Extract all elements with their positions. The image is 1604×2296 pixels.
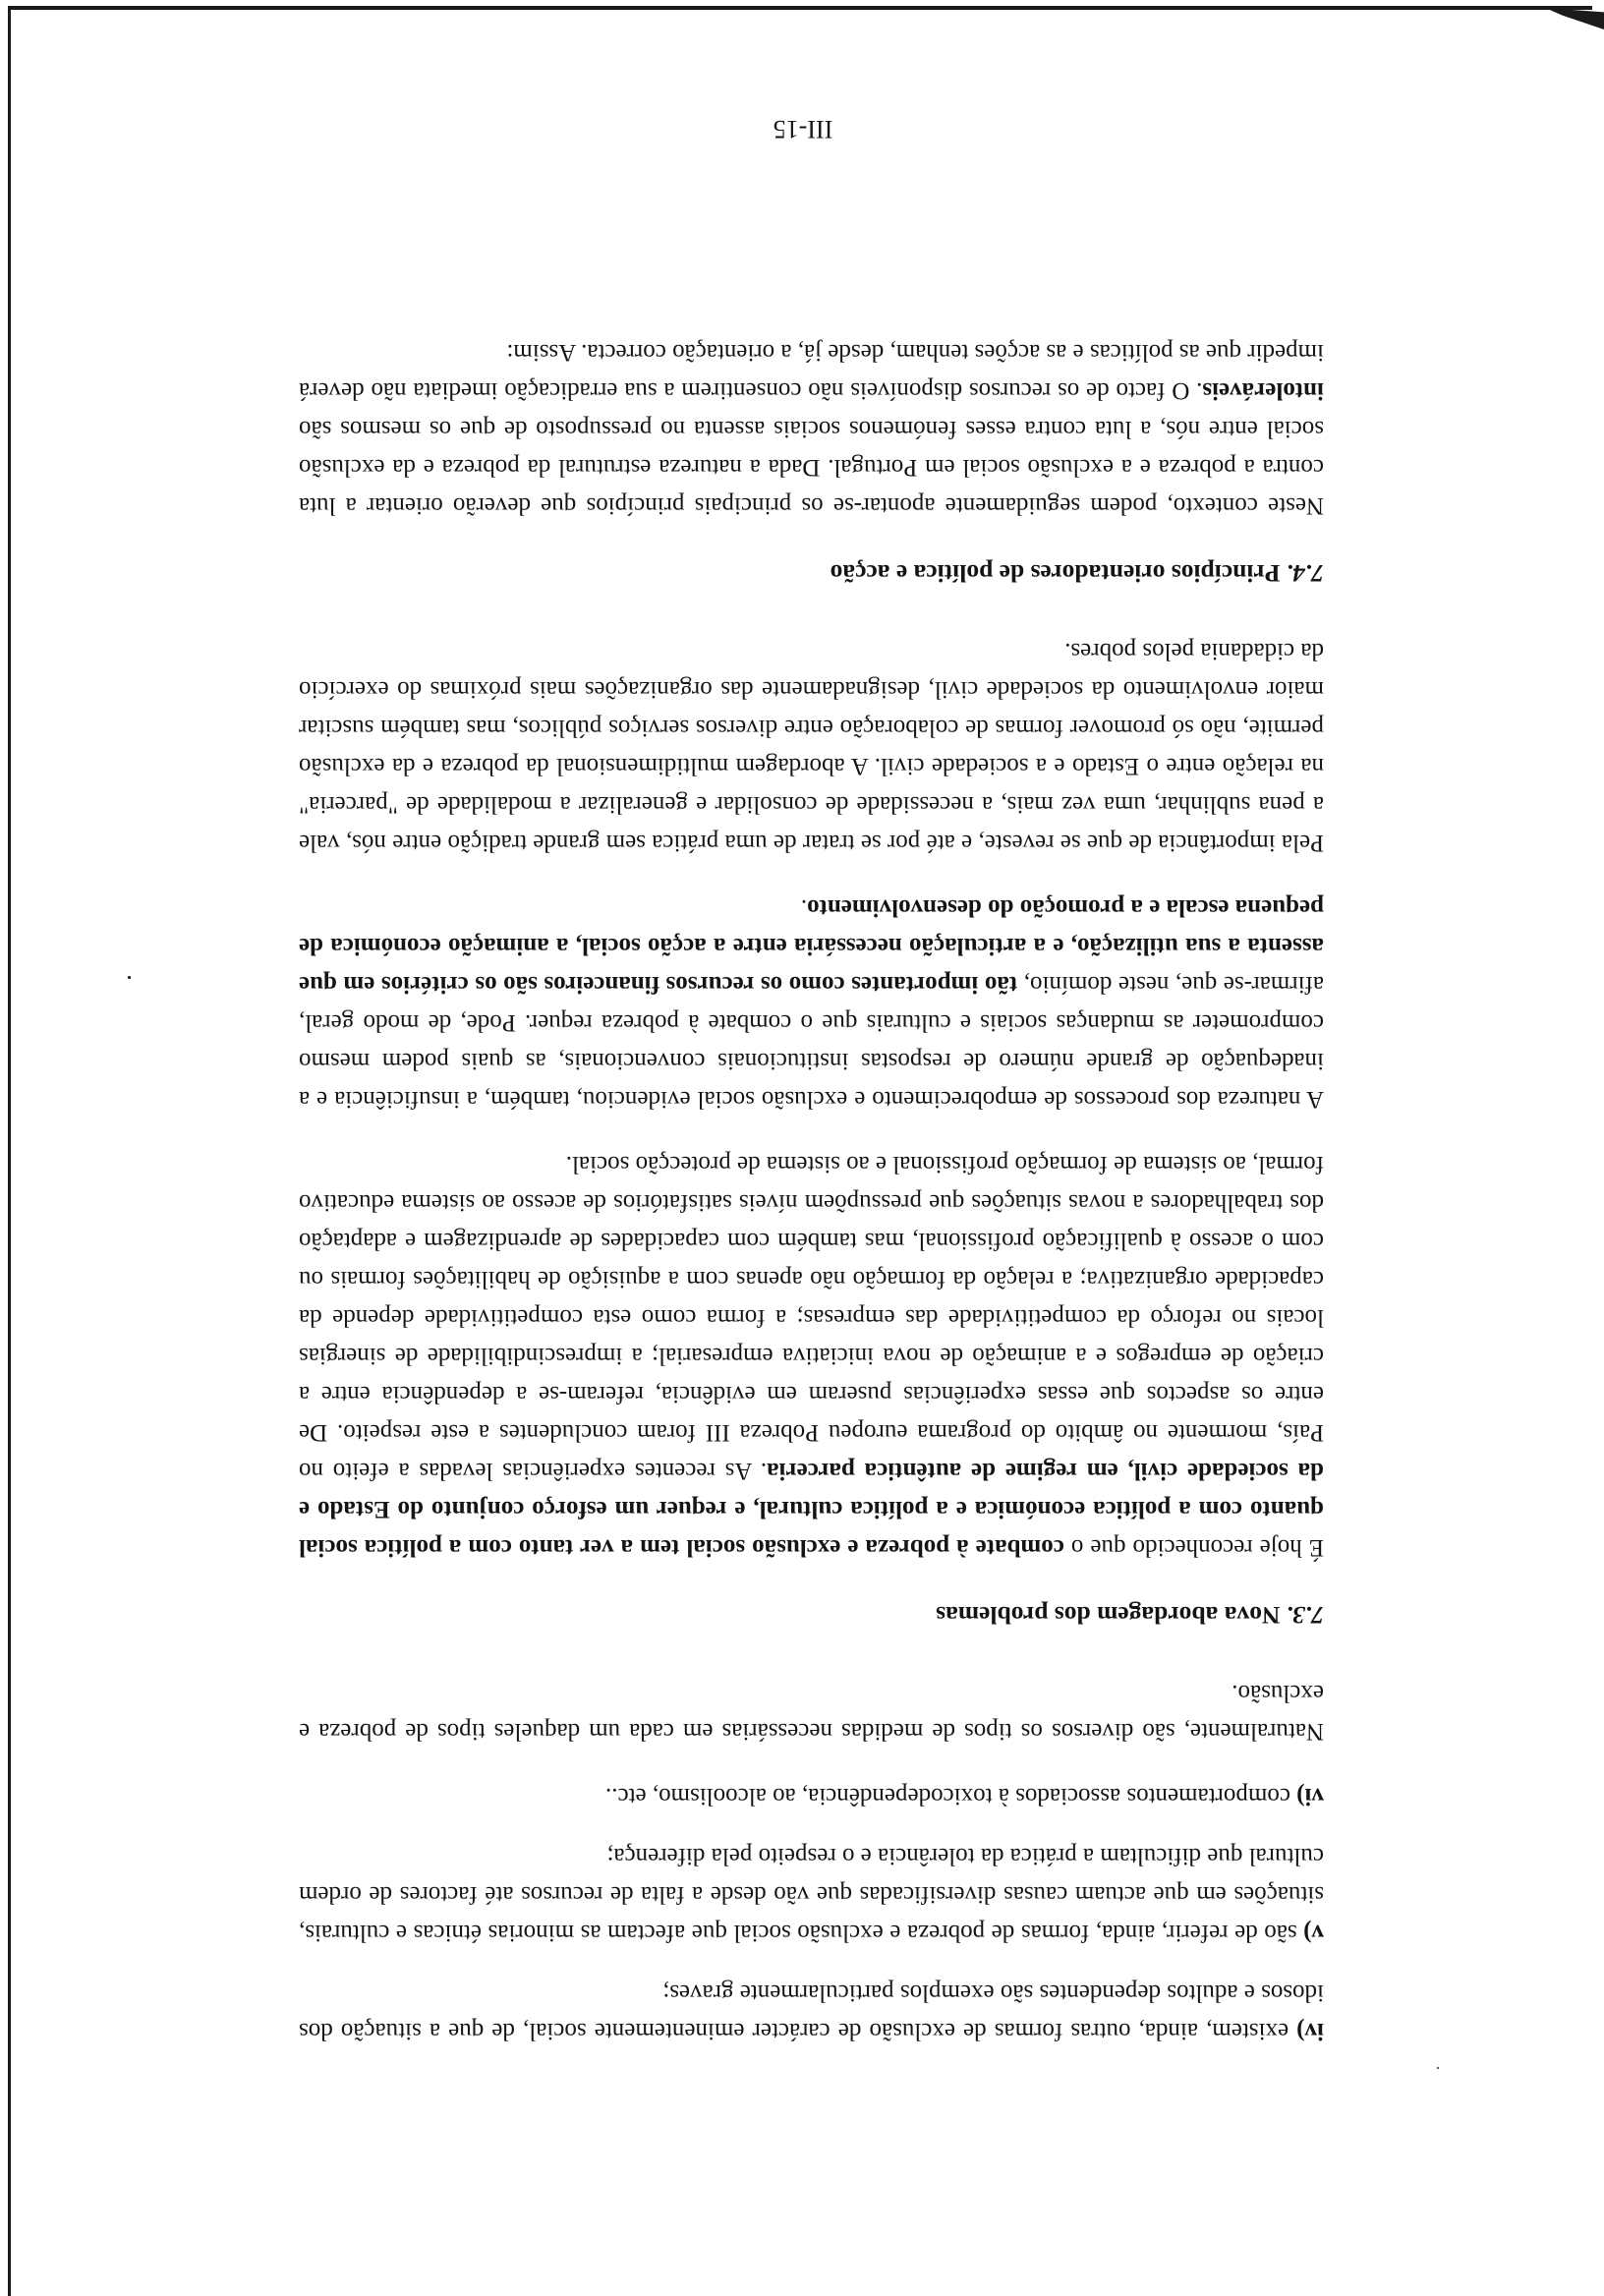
paragraph-bold-text: combate à pobreza e exclusão social tem a ver tanto com a política social quanto com a política económica e a política cultural, e requer um esforço conjunto do Estado e da sociedade civil, em regime de autêntica parceria [299,1458,1324,1561]
paragraph-text: A natureza dos processos de empobrecimento e exclusão social evidenciou, também, a insuficiência e a inadequação de grande número de respostas institucionais convencionais, as quais podem mesmo comprometer as mudanças sociais e culturais que o combate à pobreza requer. Pode, de modo geral, afirmar-se que, neste domínio, [299,971,1324,1113]
section-heading-7-4 [299,554,1324,593]
section-title: Princípios orientadores de política e acção [830,559,1287,588]
section-number: 7.3. [1286,1601,1324,1630]
paragraph-text: Neste contexto, podem seguidamente apontar-se os principais princípios que deverão orientar a luta contra a pobreza e a exclusão social em Portugal. Dada a natureza estrutural da pobreza e da exclusão social entre nós, a luta contra esses fenómenos sociais assenta no pressuposto de que os mesmos são [299,416,1324,519]
paragraph-bold-text: tão importantes como os recursos financeiros são os critérios em que assenta a sua utilização, e a articulação necessária entre a acção social, a animação económica de pequena escala e a promoção do desenvolvimento [298,894,1324,998]
list-item-label: vi) [1296,1783,1324,1809]
paragraph-text: . [800,894,808,921]
list-item-v [299,1837,1324,1952]
paragraph-text: É hoje reconhecido que o [1063,1534,1324,1561]
paragraph-bold-text: intoleráveis [1202,377,1324,404]
page-body [299,307,1324,2050]
paragraph-text: . As recentes experiências levadas a efeito no País, mormente no âmbito do programa europeu Pobreza III foram concludentes a este respeito. De entre os aspectos que essas experiências puseram em evidência, referam-se a dependência entre a criação de empregos e a animação de nova iniciativa empresarial; a imprescindibilidade de sinergias locais no reforço da competitividade das empresas; a forma como esta competitividade depende da capacidade organizativa; a relação da formação não apenas com a aquisição de habilitações formais ou com o acesso à qualificação profissional, mas também com capacidades de aprendizagem e adaptação dos trabalhadores a novas situações que pressupõem níveis satisfatórios de acesso ao sistema educativo formal, ao sistema de formação profissional e ao sistema de protecção social. [299,1151,1324,1484]
page-number: III-15 [773,115,833,144]
paragraph: Naturalmente, são diversos os tipos de medidas necessárias em cada um daqueles tipos de pobreza e exclusão. [299,1680,1324,1745]
paragraph-text: . O facto de os recursos disponíveis não consentirem a sua erradicação imediata não deverá impedir que as políticas e as acções tenham, desde já, a orientação correcta. Assim: [299,339,1324,404]
section-title: Nova abordagem dos problemas [936,1601,1287,1630]
paragraph: Pela importância de que se reveste, e até por se tratar de uma prática sem grande tradição entre nós, vale a pena sublinhar, uma vez mais, a necessidade de consolidar e generalizar a modalidade de "parceria" na relação entre o Estado e a sociedade civil. A abordagem multidimensional da pobreza e da exclusão permite, não só promover formas de colaboração entre diversos serviços públicos, mas também suscitar maior envolvimento da sociedade civil, designadamente das organizações mais próximas do exercício da cidadania pelos pobres. [299,638,1324,856]
paragraph [299,1145,1324,1567]
paragraph [299,333,1324,525]
list-item-vi [299,1777,1324,1815]
paragraph [299,889,1324,1119]
list-item-label: iv) [1296,2018,1324,2044]
list-item-iv [299,1974,1324,2050]
list-item-text: comportamentos associados à toxicodependência, ao alcoolismo, etc.. [604,1783,1297,1809]
list-item-text: existem, ainda, outras formas de exclusão de carácter eminentemente social, de que a situação dos idosos e adultos dependentes são exemplos particularmente graves; [299,1980,1324,2044]
list-item-label: v) [1303,1920,1324,1946]
section-number: 7.4. [1286,559,1324,588]
section-heading-7-3 [299,1596,1324,1635]
list-item-text: são de referir, ainda, formas de pobreza e exclusão social que afectam as minorias étnicas e culturais, situações em que actuam causas diversificadas que vão desde a falta de recursos até factores de ordem cultural que dificultam a prática da tolerância e o respeito pela diferença; [299,1843,1324,1946]
